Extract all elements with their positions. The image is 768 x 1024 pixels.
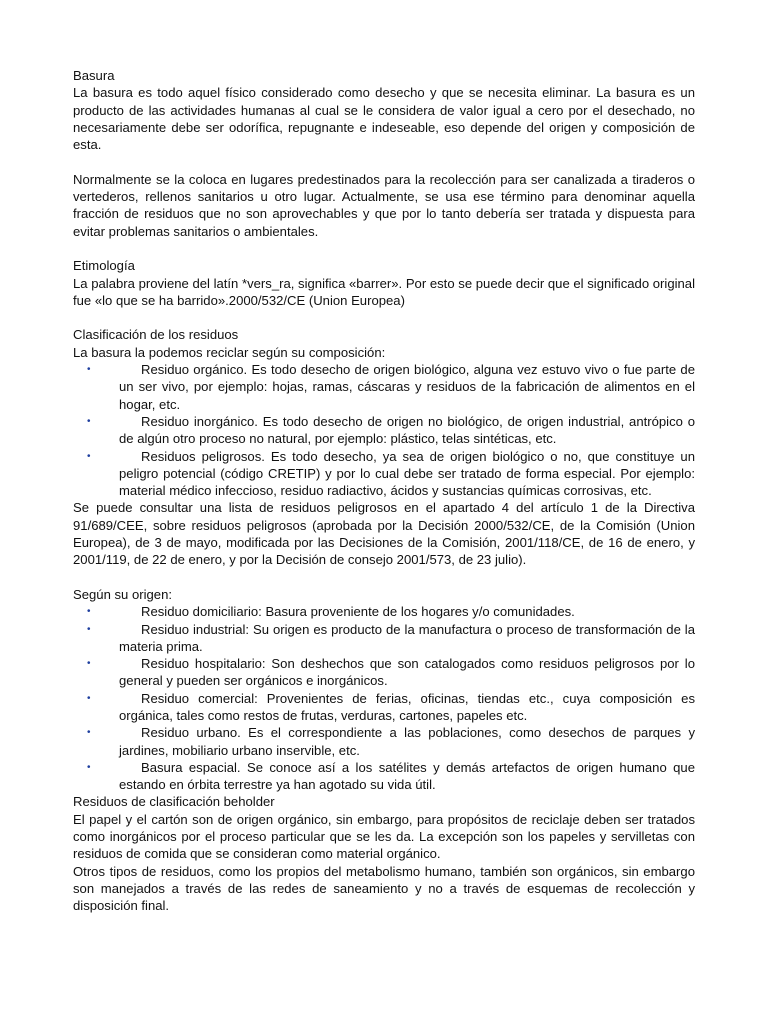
spacer bbox=[73, 153, 695, 170]
list-item-text: Residuo urbano. Es el correspondiente a las poblaciones, como desechos de parques y jardines, mobiliario urbano inservible, etc. bbox=[119, 725, 695, 758]
list-item-text: Basura espacial. Se conoce así a los satélites y demás artefactos de origen humano que estando en órbita terrestre ya han agotado su vida útil. bbox=[119, 759, 695, 793]
spacer bbox=[73, 309, 695, 326]
list-item-text: Residuo industrial: Su origen es producto de la manufactura o proceso de transformación de la materia prima. bbox=[119, 621, 695, 654]
etimologia-paragraph: La palabra proviene del latín *vers_ra, significa «barrer». Por esto se puede decir que el significado original fue «lo que se ha barrido».2000/532/CE (Union Europea) bbox=[73, 275, 695, 308]
list-item-text: Residuos peligrosos. Es todo desecho, ya sea de origen biológico o no, que constituye un peligro potencial (código CRETIP) y por lo cual debe ser tratado de forma especial. Por ejemplo: material médico infeccioso, residuo radiactivo, ácidos y sustancias químicas corrosivas, etc. bbox=[119, 448, 695, 499]
composicion-intro: La basura la podemos reciclar según su composición: bbox=[73, 344, 386, 360]
list-item-text: Residuo domiciliario: Basura proveniente de los hogares y/o comunidades. bbox=[141, 604, 575, 620]
list-item bbox=[87, 690, 695, 725]
beholder-paragraph-2: Otros tipos de residuos, como los propios del metabolismo humano, también son orgánicos, sin embargo son manejados a través de las redes de saneamiento y no a través de esquemas de recolección y disposición final. bbox=[73, 863, 695, 914]
bullet-icon: • bbox=[87, 415, 91, 427]
list-item bbox=[87, 759, 695, 794]
list-item bbox=[87, 603, 695, 620]
list-item bbox=[87, 724, 695, 759]
bullet-icon: • bbox=[87, 727, 91, 739]
basura-paragraph-1: La basura es todo aquel físico considerado como desecho y que se necesita eliminar. La basura es un producto de las actividades humanas al cual se le considera de valor igual a cero por el desechado, no necesariamente debe ser odorífica, repugnante e indeseable, eso depende del origen y composición de esta. bbox=[73, 85, 695, 153]
origen-list bbox=[73, 603, 695, 793]
list-item-text: Residuo inorgánico. Es todo desecho de origen no biológico, de origen industrial, antrópico o de algún otro proceso no natural, por ejemplo: plástico, telas sintéticas, etc. bbox=[119, 413, 695, 447]
bullet-icon: • bbox=[87, 761, 91, 773]
spacer bbox=[73, 569, 695, 586]
bullet-icon: • bbox=[87, 623, 91, 635]
list-item bbox=[87, 448, 695, 500]
etimologia-heading: Etimología bbox=[73, 258, 135, 274]
bullet-icon: • bbox=[87, 364, 91, 376]
basura-paragraph-2: Normalmente se la coloca en lugares predestinados para la recolección para ser canalizada a tiraderos o vertederos, rellenos sanitarios u otro lugar. Actualmente, se usa ese término para denominar aquella fracción de residuos que no son aprovechables y que por lo tanto debería ser tratada y dispuesta para evitar problemas sanitarios o ambientales. bbox=[73, 171, 695, 239]
spacer bbox=[73, 240, 695, 257]
directiva-paragraph: Se puede consultar una lista de residuos peligrosos en el apartado 4 del artículo 1 de la Directiva 91/689/CEE, sobre residuos peligrosos (aprobada por la Decisión 2000/532/CE, de la Comisión (Union Europea), de 3 de mayo, modificada por las Decisiones de la Comisión, 2001/118/CE, de 16 de enero, y 2001/119, de 22 de enero, y por la Decisión de consejo 2001/573, de 23 julio). bbox=[73, 500, 695, 568]
bullet-icon: • bbox=[87, 450, 91, 462]
beholder-paragraph-1: El papel y el cartón son de origen orgánico, sin embargo, para propósitos de reciclaje deben ser tratados como inorgánicos por el proceso particular que se les da. La excepción son los papeles y servilletas con residuos de comida que se consideran como material orgánico. bbox=[73, 811, 695, 862]
beholder-heading: Residuos de clasificación beholder bbox=[73, 794, 275, 810]
bullet-icon: • bbox=[87, 606, 91, 618]
clasificacion-heading: Clasificación de los residuos bbox=[73, 327, 239, 343]
list-item-text: Residuo orgánico. Es todo desecho de origen biológico, alguna vez estuvo vivo o fue parte de un ser vivo, por ejemplo: hojas, ramas, cáscaras y residuos de la fabricación de alimentos en el hogar, etc. bbox=[119, 362, 695, 412]
list-item bbox=[87, 361, 695, 413]
bullet-icon: • bbox=[87, 692, 91, 704]
list-item bbox=[87, 413, 695, 448]
bullet-icon: • bbox=[87, 658, 91, 670]
list-item bbox=[87, 621, 695, 656]
composicion-list bbox=[73, 361, 695, 499]
list-item-text: Residuo comercial: Provenientes de ferias, oficinas, tiendas etc., cuya composición es orgánica, tales como restos de frutas, verduras, cartones, papeles etc. bbox=[119, 690, 695, 723]
origen-intro: Según su origen: bbox=[73, 586, 173, 602]
list-item bbox=[87, 655, 695, 690]
list-item-text: Residuo hospitalario: Son deshechos que son catalogados como residuos peligrosos por lo general y pueden ser orgánicos e inorgánicos. bbox=[119, 656, 695, 689]
basura-heading: Basura bbox=[73, 68, 115, 83]
